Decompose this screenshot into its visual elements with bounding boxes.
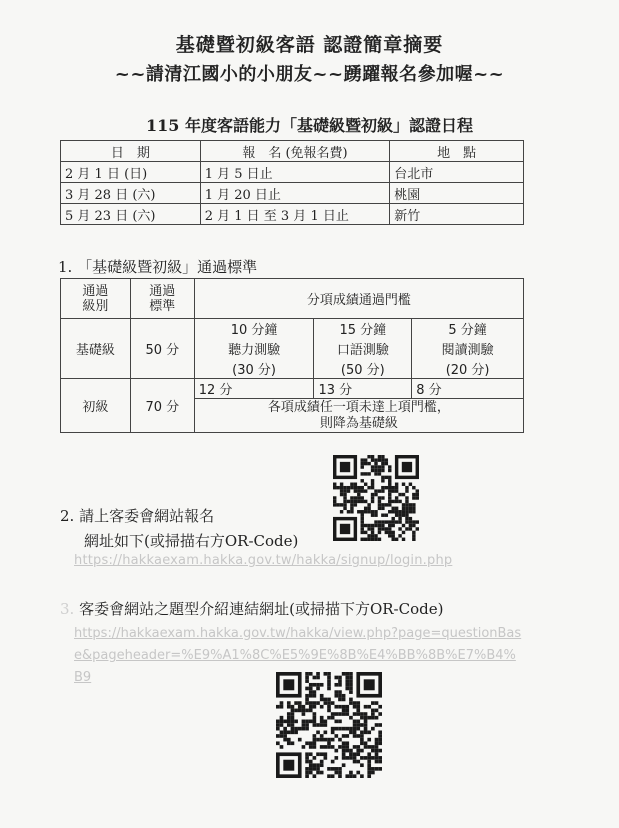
reading-points: (20 分) (412, 359, 524, 379)
schedule-date: 3 月 28 日 (六) (61, 183, 201, 204)
reading-threshold: 8 分 (412, 379, 524, 399)
listening-test: 聽力測驗 (194, 339, 314, 359)
score-basic: 50 分 (130, 319, 194, 379)
document-title: 基礎暨初級客語 認證簡章摘要 (175, 34, 444, 56)
threshold-note (194, 399, 523, 433)
schedule-header-row (61, 141, 524, 162)
reading-test: 閱讀測驗 (412, 339, 524, 359)
schedule-location: 桃園 (390, 183, 524, 204)
signup-url-label: 網址如下(或掃描右方OR-Code) (84, 532, 299, 550)
table-row (61, 183, 524, 204)
col-sub-threshold: 分項成績通過門檻 (194, 279, 523, 319)
col-location: 地 點 (390, 141, 524, 162)
table-row (61, 319, 524, 339)
schedule-deadline: 1 月 20 日止 (200, 183, 390, 204)
schedule-deadline: 2 月 1 日 至 3 月 1 日止 (200, 204, 390, 225)
document-subtitle: ~~請清江國小的小朋友~~踴躍報名參加喔~~ (114, 64, 505, 85)
speaking-threshold: 13 分 (314, 379, 412, 399)
standards-header-row (61, 279, 524, 319)
schedule-location: 台北市 (390, 162, 524, 183)
table-row (61, 379, 524, 399)
qr-code-question-types (276, 672, 382, 778)
standards-table (60, 278, 524, 433)
question-types-heading (60, 598, 443, 619)
col-registration: 報 名 (免報名費) (200, 141, 390, 162)
signup-link[interactable]: https://hakkaexam.hakka.gov.tw/hakka/signup/login.php (74, 553, 453, 568)
schedule-deadline: 1 月 5 日止 (200, 162, 390, 183)
col-pass-level: 通過 級別 (61, 279, 131, 319)
speaking-points: (50 分) (314, 359, 412, 379)
score-elementary: 70 分 (130, 379, 194, 433)
qr-code-signup (333, 455, 419, 541)
speaking-test: 口語測驗 (314, 339, 412, 359)
signup-heading: 2. 請上客委會網站報名 (60, 507, 215, 525)
schedule-location: 新竹 (390, 204, 524, 225)
level-basic: 基礎級 (61, 319, 131, 379)
standards-heading: 1. 「基礎級暨初級」通過標準 (58, 258, 258, 276)
reading-time: 5 分鐘 (412, 319, 524, 339)
schedule-title: 115 年度客語能力「基礎級暨初級」認證日程 (146, 116, 473, 135)
question-types-link[interactable]: https://hakkaexam.hakka.gov.tw/hakka/view.php?page=questionBase&pageheader=%E9%A1%8C%E5%9E%8B%E4%BB%8B%E7%B4%B9 (74, 626, 522, 685)
col-date: 日 期 (61, 141, 201, 162)
section-number: 3. (60, 600, 75, 618)
threshold-note-line1: 各項成績任一項未達上項門檻， (267, 399, 450, 415)
listening-points: (30 分) (194, 359, 314, 379)
threshold-note-line2: 則降為基礎級 (319, 415, 398, 431)
listening-time: 10 分鐘 (194, 319, 314, 339)
level-elementary: 初級 (61, 379, 131, 433)
table-row (61, 162, 524, 183)
col-pass-standard: 通過 標準 (130, 279, 194, 319)
question-types-text: 客委會網站之題型介紹連結網址(或掃描下方OR-Code) (79, 600, 444, 618)
schedule-date: 5 月 23 日 (六) (61, 204, 201, 225)
schedule-table (60, 140, 524, 225)
speaking-time: 15 分鐘 (314, 319, 412, 339)
table-row (61, 204, 524, 225)
schedule-date: 2 月 1 日 (日) (61, 162, 201, 183)
listening-threshold: 12 分 (194, 379, 314, 399)
